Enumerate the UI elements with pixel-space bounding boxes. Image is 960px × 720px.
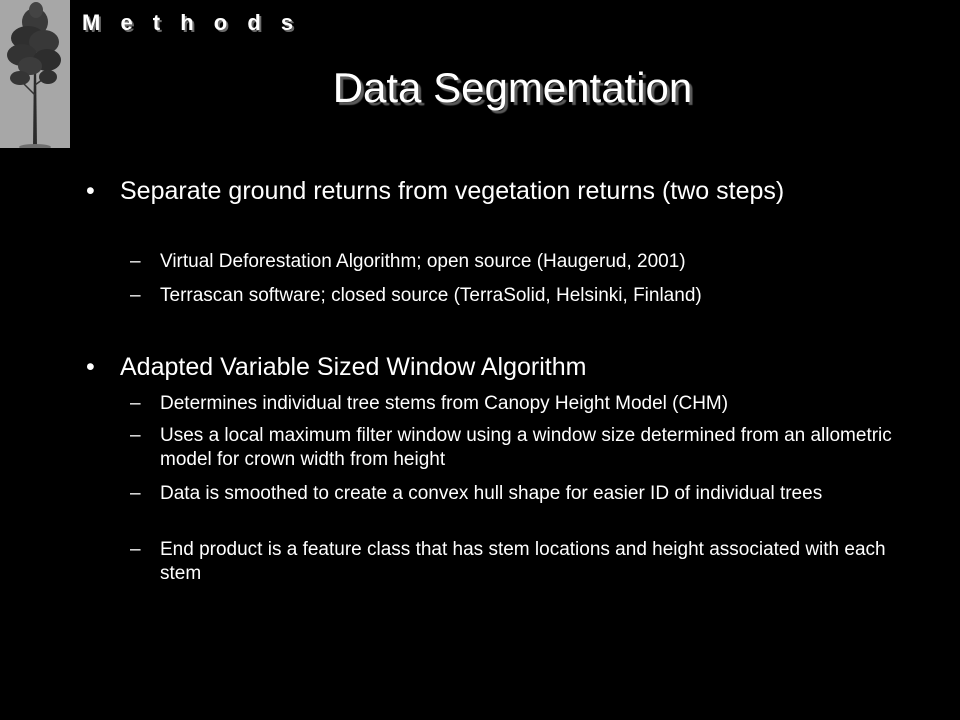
sub-bullet-marker: – (130, 483, 141, 504)
sub-bullet-marker: – (130, 285, 141, 306)
sub-bullet-text: Determines individual tree stems from Canopy Height Model (CHM) (160, 393, 729, 414)
sub-bullet-item (130, 250, 900, 274)
sub-bullet-text: Terrascan software; closed source (TerraSolid, Helsinki, Finland) (160, 285, 702, 306)
sub-bullet-item (130, 392, 900, 416)
slide-title: Data Segmentation (332, 64, 693, 111)
bullet-text: Adapted Variable Sized Window Algorithm (120, 353, 587, 381)
sub-bullet-text: Virtual Deforestation Algorithm; open source (Haugerud, 2001) (160, 251, 686, 272)
bullet-item (86, 174, 886, 208)
bullet-text: Separate ground returns from vegetation returns (two steps) (120, 177, 785, 205)
bullet-marker: • (86, 177, 95, 205)
bullet-marker: • (86, 353, 95, 381)
section-label: M e t h o d s (82, 10, 301, 35)
sub-bullet-marker: – (130, 393, 141, 414)
bullet-item (86, 350, 886, 384)
sub-bullet-item (130, 424, 900, 472)
tree-logo-panel (0, 0, 70, 148)
tree-icon (0, 0, 70, 148)
sub-bullet-item (130, 284, 900, 308)
sub-bullet-text: End product is a feature class that has stem locations and height associated with each stem (160, 539, 886, 584)
sub-bullet-item (130, 538, 900, 586)
sub-bullet-marker: – (130, 251, 141, 272)
sub-bullet-marker: – (130, 539, 141, 560)
sub-bullet-marker: – (130, 425, 141, 446)
sub-bullet-text: Data is smoothed to create a convex hull shape for easier ID of individual trees (160, 483, 823, 504)
sub-bullet-text: Uses a local maximum filter window using a window size determined from an allometric model for crown width from height (160, 425, 892, 470)
sub-bullet-item (130, 482, 900, 506)
